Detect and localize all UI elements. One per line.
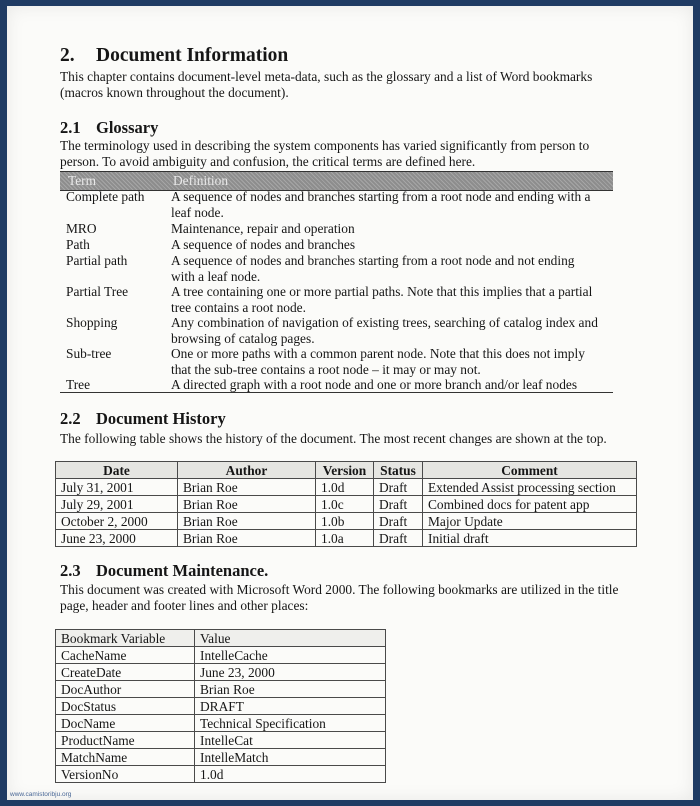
bookmark-value: June 23, 2000 <box>195 664 386 681</box>
history-version: 1.0b <box>316 513 374 530</box>
bookmark-value: IntelleCat <box>195 732 386 749</box>
table-row <box>56 530 637 547</box>
history-status: Draft <box>374 530 423 547</box>
glossary-number: 2.1 <box>60 118 81 137</box>
glossary-term: Sub-tree <box>66 346 112 361</box>
table-row <box>56 698 386 715</box>
bookmark-variable: DocStatus <box>56 698 195 715</box>
glossary-header-definition: Definition <box>173 173 229 188</box>
history-number: 2.2 <box>60 409 81 428</box>
history-title: Document History <box>96 409 226 428</box>
glossary-term: Partial path <box>66 253 128 268</box>
bookmark-variable: DocName <box>56 715 195 732</box>
bookmark-header-variable: Bookmark Variable <box>56 630 195 647</box>
bookmark-variable: ProductName <box>56 732 195 749</box>
table-row <box>56 496 637 513</box>
glossary-definition: Any combination of navigation of existing trees, searching of catalog index and browsing of catalog pages. <box>171 315 598 346</box>
maintenance-number: 2.3 <box>60 561 81 580</box>
history-author: Brian Roe <box>178 496 316 513</box>
history-header-author: Author <box>178 462 316 479</box>
history-author: Brian Roe <box>178 513 316 530</box>
history-date: June 23, 2000 <box>56 530 178 547</box>
history-author: Brian Roe <box>178 479 316 496</box>
bookmark-header-value: Value <box>195 630 386 647</box>
glossary-bottom-rule <box>60 392 613 393</box>
table-row <box>56 479 637 496</box>
glossary-term: Complete path <box>66 189 145 204</box>
glossary-term: MRO <box>66 221 97 236</box>
chapter-heading <box>60 45 288 67</box>
history-text: The following table shows the history of the document. The most recent changes are shown at the top. <box>60 431 607 446</box>
history-date: October 2, 2000 <box>56 513 178 530</box>
bookmark-variable: CacheName <box>56 647 195 664</box>
chapter-number: 2. <box>60 45 75 66</box>
bookmark-value: IntelleCache <box>195 647 386 664</box>
history-comment: Combined docs for patent app <box>423 496 637 513</box>
history-header-date: Date <box>56 462 178 479</box>
watermark-url: www.camistoribju.org <box>10 791 72 798</box>
bookmark-header-row <box>56 630 386 647</box>
glossary-definition: One or more paths with a common parent node. Note that this does not imply that the sub-tree contains a root node – it may or may not. <box>171 346 585 377</box>
history-status: Draft <box>374 496 423 513</box>
bookmark-variable: MatchName <box>56 749 195 766</box>
history-header-version: Version <box>316 462 374 479</box>
history-comment: Major Update <box>423 513 637 530</box>
history-header-row <box>56 462 637 479</box>
glossary-term: Path <box>66 237 90 252</box>
history-author: Brian Roe <box>178 530 316 547</box>
history-status: Draft <box>374 479 423 496</box>
bookmark-table <box>55 629 386 783</box>
history-heading <box>60 409 226 429</box>
history-comment: Extended Assist processing section <box>423 479 637 496</box>
bookmark-value: Brian Roe <box>195 681 386 698</box>
history-version: 1.0a <box>316 530 374 547</box>
glossary-term: Partial Tree <box>66 284 129 299</box>
history-comment: Initial draft <box>423 530 637 547</box>
bookmark-value: Technical Specification <box>195 715 386 732</box>
intro-line-2: (macros known throughout the document). <box>60 85 289 100</box>
bookmark-variable: CreateDate <box>56 664 195 681</box>
history-version: 1.0c <box>316 496 374 513</box>
glossary-definition: Maintenance, repair and operation <box>171 221 355 236</box>
document-page <box>7 6 693 800</box>
glossary-text-line-2: person. To avoid ambiguity and confusion, the critical terms are defined here. <box>60 154 476 169</box>
maintenance-text-line-1: This document was created with Microsoft Word 2000. The following bookmarks are utilized in the title <box>60 582 619 597</box>
maintenance-heading <box>60 561 268 581</box>
bookmark-variable: VersionNo <box>56 766 195 783</box>
bookmark-value: IntelleMatch <box>195 749 386 766</box>
glossary-table-header <box>60 171 613 191</box>
glossary-title: Glossary <box>96 118 159 137</box>
maintenance-title: Document Maintenance. <box>96 561 269 580</box>
chapter-title: Document Information <box>96 45 289 66</box>
table-row <box>56 647 386 664</box>
maintenance-text-line-2: page, header and footer lines and other places: <box>60 598 309 613</box>
glossary-heading <box>60 118 158 138</box>
history-header-status: Status <box>374 462 423 479</box>
bookmark-variable: DocAuthor <box>56 681 195 698</box>
glossary-term: Tree <box>66 377 91 392</box>
table-row <box>56 766 386 783</box>
glossary-definition: A sequence of nodes and branches starting from a root node and not ending with a leaf node. <box>171 253 575 284</box>
glossary-text-line-1: The terminology used in describing the system components has varied significantly from person to <box>60 138 590 153</box>
glossary-term: Shopping <box>66 315 118 330</box>
table-row <box>56 732 386 749</box>
history-date: July 31, 2001 <box>56 479 178 496</box>
table-row <box>56 513 637 530</box>
history-header-comment: Comment <box>423 462 637 479</box>
history-status: Draft <box>374 513 423 530</box>
glossary-definition: A sequence of nodes and branches starting from a root node and ending with a leaf node. <box>171 189 591 220</box>
history-table <box>55 461 637 547</box>
glossary-definition: A tree containing one or more partial paths. Note that this implies that a partial tree contains a root node. <box>171 284 593 315</box>
table-row <box>56 749 386 766</box>
glossary-definition: A directed graph with a root node and one or more branch and/or leaf nodes <box>171 377 578 392</box>
table-row <box>56 664 386 681</box>
glossary-definition: A sequence of nodes and branches <box>171 237 356 252</box>
glossary-header-term: Term <box>68 173 97 188</box>
history-version: 1.0d <box>316 479 374 496</box>
bookmark-value: 1.0d <box>195 766 386 783</box>
table-row <box>56 715 386 732</box>
bookmark-value: DRAFT <box>195 698 386 715</box>
intro-line-1: This chapter contains document-level meta-data, such as the glossary and a list of Word bookmarks <box>60 69 593 84</box>
table-row <box>56 681 386 698</box>
history-date: July 29, 2001 <box>56 496 178 513</box>
